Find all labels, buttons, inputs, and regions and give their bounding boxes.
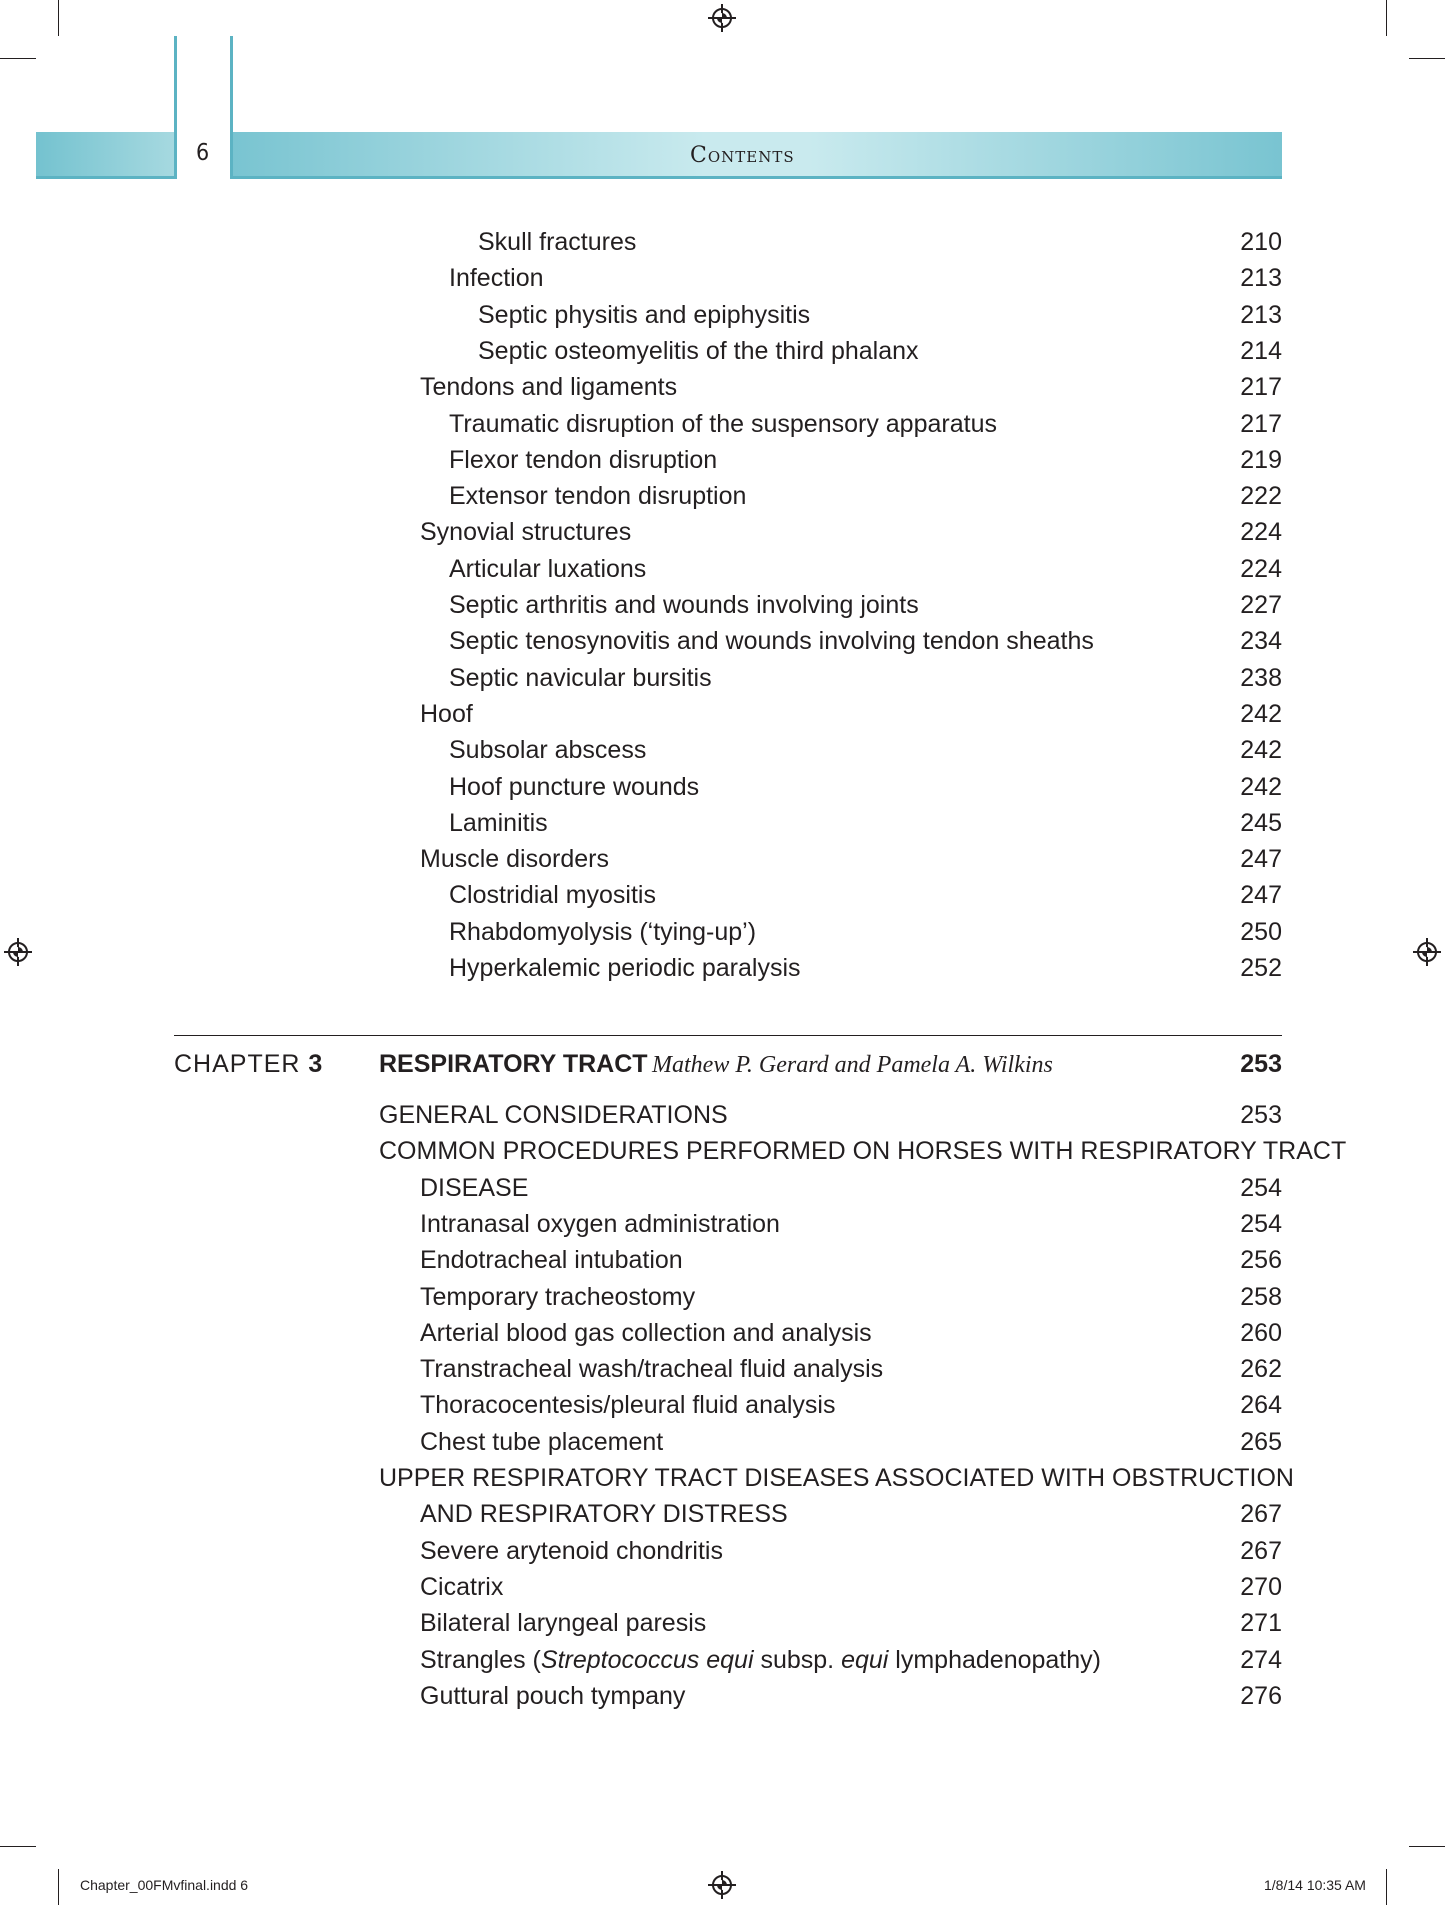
toc-entry-title: Septic osteomyelitis of the third phalanx (478, 336, 919, 365)
crop-mark (1386, 0, 1387, 36)
toc-entry-title: Rhabdomyolysis (‘tying-up’) (449, 917, 757, 946)
header-underline (232, 176, 1282, 179)
toc-entry-title: AND RESPIRATORY DISTRESS (420, 1500, 788, 1529)
toc-entry (0, 1387, 1282, 1423)
toc-entry-page: 267 (1240, 1536, 1282, 1565)
toc-entry-title: Septic arthritis and wounds involving joints (449, 591, 919, 619)
toc-entry (0, 1351, 1282, 1387)
toc-text: Strangles ( (420, 1646, 541, 1674)
toc-entry-page: 224 (1240, 554, 1282, 583)
toc-entry (0, 1206, 1282, 1242)
toc-entry (0, 1533, 1282, 1569)
toc-entry-title: Cicatrix (420, 1572, 504, 1601)
toc-entry-page: 227 (1240, 591, 1282, 619)
toc-text: lymphadenopathy) (888, 1646, 1101, 1674)
toc-entry-page: 234 (1240, 627, 1282, 656)
toc-entry-page: 242 (1240, 736, 1282, 765)
toc-entry-page: 258 (1240, 1282, 1282, 1311)
toc-entry (0, 1642, 1282, 1678)
toc-entry-page: 222 (1240, 482, 1282, 511)
toc-entry-page: 276 (1240, 1682, 1282, 1710)
toc-entry (0, 260, 1282, 296)
toc-entry (0, 623, 1282, 659)
toc-entry-title: Extensor tendon disruption (449, 482, 747, 511)
toc-entry-title: Guttural pouch tympany (420, 1682, 686, 1710)
toc-entry-title: Septic navicular bursitis (449, 663, 712, 692)
header-vertical-rule (230, 36, 233, 179)
toc-entry-page: 265 (1240, 1427, 1282, 1456)
toc-entry-page: 247 (1240, 881, 1282, 910)
toc-entry-page: 254 (1240, 1173, 1282, 1202)
file-slug: Chapter_00FMvfinal.indd 6 (80, 1877, 249, 1893)
toc-entry (0, 297, 1282, 333)
toc-entry (0, 478, 1282, 514)
toc-entry-page: 256 (1240, 1246, 1282, 1275)
toc-entry-page: 262 (1240, 1355, 1282, 1384)
toc-entry-page: 267 (1240, 1500, 1282, 1529)
date-slug: 1/8/14 10:35 AM (1264, 1877, 1366, 1893)
chapter-authors: Mathew P. Gerard and Pamela A. Wilkins (652, 1052, 1053, 1078)
toc-entry-page: 210 (1240, 228, 1282, 256)
toc-entry-title: Skull fractures (478, 228, 637, 256)
toc-entry-title: Septic physitis and epiphysitis (478, 300, 811, 329)
toc-entry-page: 213 (1240, 264, 1282, 293)
toc-entry (0, 1170, 1282, 1206)
toc-entry-title: Bilateral laryngeal paresis (420, 1609, 707, 1638)
registration-mark-icon (1417, 942, 1437, 962)
toc-entry-title: UPPER RESPIRATORY TRACT DISEASES ASSOCIATED WITH OBSTRUCTION (379, 1464, 1294, 1492)
chapter-title: RESPIRATORY TRACT (379, 1050, 648, 1078)
toc-entry-title: Hoof (420, 699, 473, 728)
toc-entry-page: 242 (1240, 699, 1282, 728)
toc-entry-title: Traumatic disruption of the suspensory apparatus (449, 409, 997, 438)
toc-entry (0, 877, 1282, 913)
toc-entry (0, 805, 1282, 841)
toc-entry-page: 274 (1240, 1646, 1282, 1674)
toc-entry-title: Articular luxations (449, 554, 647, 583)
toc-entry (0, 442, 1282, 478)
toc-entry (0, 660, 1282, 696)
toc-entry-page: 224 (1240, 518, 1282, 547)
toc-text-italic: Streptococcus equi (540, 1646, 754, 1674)
toc-entry-title: Muscle disorders (420, 845, 609, 874)
crop-mark (58, 1869, 59, 1905)
crop-mark (0, 1846, 36, 1847)
toc-entry-title: Chest tube placement (420, 1427, 664, 1456)
toc-entry-title: Endotracheal intubation (420, 1246, 683, 1275)
page-number: 6 (196, 140, 210, 166)
toc-entry (0, 224, 1282, 260)
crop-mark (58, 0, 59, 36)
toc-entry-page: 217 (1240, 373, 1282, 402)
toc-entry (0, 1496, 1282, 1532)
toc-entry-title: Infection (449, 264, 544, 293)
toc-entry (0, 369, 1282, 405)
toc-entry-title: Septic tenosynovitis and wounds involving tendon sheaths (449, 627, 1094, 656)
crop-mark (1409, 58, 1445, 59)
toc-entry (0, 769, 1282, 805)
toc-entry-page: 270 (1240, 1572, 1282, 1601)
toc-text: subsp. (753, 1646, 842, 1674)
toc-entry-page: 245 (1240, 808, 1282, 837)
toc-entry (0, 1097, 1282, 1133)
crop-mark (0, 58, 36, 59)
toc-entry (0, 1569, 1282, 1605)
toc-entry (0, 551, 1282, 587)
toc-entry-title: GENERAL CONSIDERATIONS (379, 1101, 728, 1129)
crop-mark (1409, 1846, 1445, 1847)
toc-text-italic: equi (841, 1646, 889, 1674)
toc-entry-page: 264 (1240, 1391, 1282, 1420)
toc-entry (0, 950, 1282, 986)
toc-entry (0, 1315, 1282, 1351)
toc-entry-page: 252 (1240, 954, 1282, 982)
header-underline (36, 176, 174, 179)
toc-entry-page: 260 (1240, 1318, 1282, 1347)
toc-entry-title: DISEASE (420, 1173, 529, 1202)
toc-entry-title: Transtracheal wash/tracheal fluid analysis (420, 1355, 884, 1384)
toc-entry-title: Arterial blood gas collection and analysis (420, 1318, 872, 1347)
chapter-page: 253 (1240, 1050, 1282, 1078)
toc-entry (0, 696, 1282, 732)
toc-entry-title: Laminitis (449, 808, 548, 837)
toc-entry-title: Tendons and ligaments (420, 373, 678, 402)
toc-entry-title: Synovial structures (420, 518, 632, 547)
toc-entry (0, 1242, 1282, 1278)
toc-entry-page: 213 (1240, 300, 1282, 329)
chapter-label-text: CHAPTER (174, 1050, 301, 1078)
chapter-label (174, 1046, 323, 1082)
toc-entry-page: 214 (1240, 336, 1282, 365)
toc-entry-page: 238 (1240, 663, 1282, 692)
toc-entry-title: Clostridial myositis (449, 881, 656, 910)
toc-entry (0, 1279, 1282, 1315)
toc-entry (0, 1678, 1282, 1714)
toc-entry-title: COMMON PROCEDURES PERFORMED ON HORSES WITH RESPIRATORY TRACT (379, 1137, 1347, 1166)
toc-entry (0, 514, 1282, 550)
toc-entry-page: 217 (1240, 409, 1282, 438)
toc-entry (0, 1460, 1294, 1496)
crop-mark (1386, 1869, 1387, 1905)
toc-entry (0, 406, 1282, 442)
toc-entry-title: Severe arytenoid chondritis (420, 1536, 723, 1565)
toc-entry (0, 914, 1282, 950)
toc-entry-title: Hyperkalemic periodic paralysis (449, 954, 801, 982)
toc-entry-page: 242 (1240, 772, 1282, 801)
toc-entry-page: 219 (1240, 445, 1282, 474)
toc-entry-page: 253 (1240, 1101, 1282, 1129)
toc-entry-title (420, 1642, 1101, 1678)
registration-mark-icon (712, 1875, 732, 1895)
toc-entry (0, 587, 1282, 623)
toc-entry-title: Subsolar abscess (449, 736, 647, 765)
chapter-rule (174, 1035, 1282, 1036)
toc-entry-title: Temporary tracheostomy (420, 1282, 696, 1311)
toc-entry-title: Thoracocentesis/pleural fluid analysis (420, 1391, 836, 1420)
toc-entry-title: Intranasal oxygen administration (420, 1209, 780, 1238)
toc-entry (0, 333, 1282, 369)
toc-entry (0, 1133, 1347, 1169)
toc-entry-page: 254 (1240, 1209, 1282, 1238)
toc-entry-page: 247 (1240, 845, 1282, 874)
toc-entry (0, 841, 1282, 877)
header-vertical-rule (174, 36, 177, 179)
toc-entry-title: Flexor tendon disruption (449, 445, 718, 474)
toc-entry-title: Hoof puncture wounds (449, 772, 700, 801)
toc-entry (0, 1605, 1282, 1641)
toc-entry-page: 250 (1240, 917, 1282, 946)
registration-mark-icon (712, 8, 732, 28)
toc-entry-page: 271 (1240, 1609, 1282, 1638)
toc-entry (0, 1424, 1282, 1460)
toc-entry (0, 732, 1282, 768)
running-head: Contents (690, 143, 795, 168)
chapter-number: 3 (308, 1050, 324, 1078)
header-band-left (36, 132, 174, 178)
